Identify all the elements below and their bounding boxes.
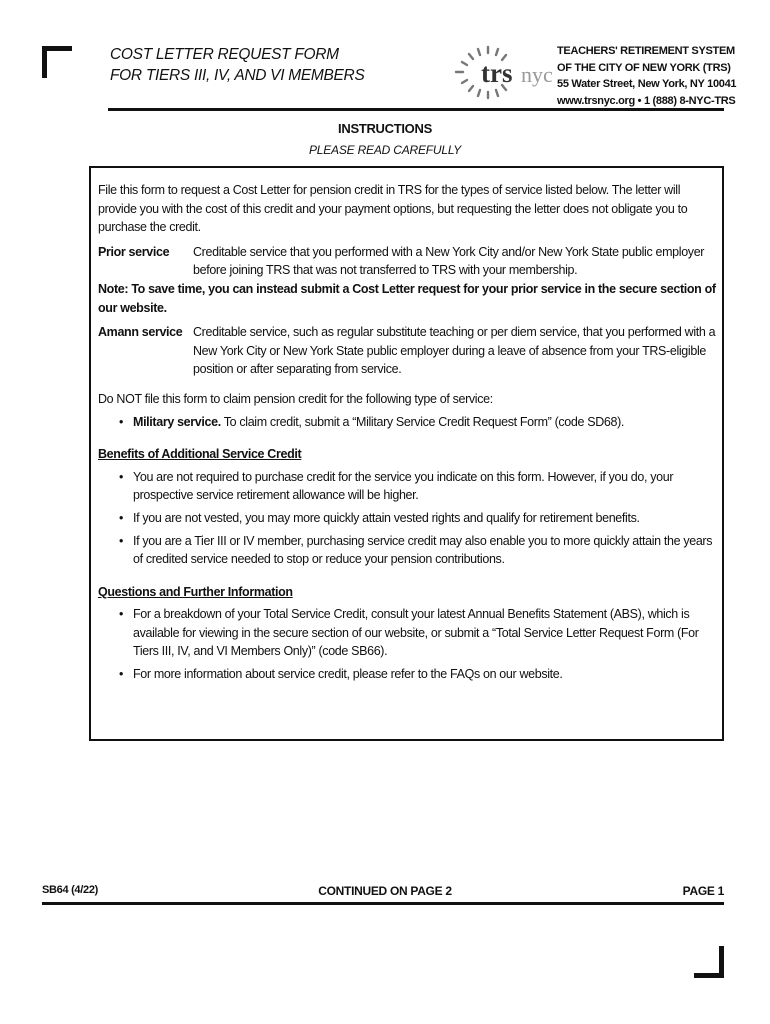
- benefit-text: You are not required to purchase credit for the service you indicate on this form. However, if you do, your prospective service retirement allowance will be higher.: [133, 469, 674, 503]
- logo-wordmark: trs: [481, 58, 513, 88]
- org-street-address: 55 Water Street, New York, NY 10041: [557, 78, 737, 90]
- org-name-line-2: OF THE CITY OF NEW YORK (TRS): [557, 61, 731, 74]
- military-service-text: To claim credit, submit a “Military Service Credit Request Form” (code SD68).: [220, 414, 625, 429]
- list-item: [98, 532, 718, 569]
- benefits-heading: Benefits of Additional Service Credit: [98, 447, 302, 462]
- trs-sun-logo: [448, 40, 556, 106]
- list-item: [98, 468, 718, 505]
- crop-mark-top-left: [42, 46, 72, 78]
- org-name-line-1: TEACHERS' RETIREMENT SYSTEM: [557, 45, 735, 57]
- bullet-icon: •: [119, 607, 124, 622]
- amann-service-definition: Creditable service, such as regular substitute teaching or per diem service, that you performed with a New York City or New York State public employer during a leave of absence from your TRS-eligible position or after separating from service.: [193, 325, 716, 377]
- header-divider: [108, 108, 724, 111]
- list-item: [98, 509, 718, 528]
- bullet-icon: •: [119, 667, 124, 682]
- instructions-content: [98, 181, 718, 684]
- form-title-line-2: FOR TIERS III, IV, AND VI MEMBERS: [110, 67, 365, 84]
- org-contact: www.trsnyc.org • 1 (888) 8-NYC-TRS: [557, 94, 736, 107]
- bullet-icon: •: [119, 533, 124, 548]
- form-code: SB64 (4/22): [42, 884, 99, 896]
- intro-paragraph: File this form to request a Cost Letter for pension credit in TRS for the types of service listed below. The letter will provide you with the cost of this credit and your payment options, but requesting the letter does not obligate you to purchase the credit.: [98, 183, 688, 235]
- do-not-file-paragraph: Do NOT file this form to claim pension credit for the following type of service:: [98, 391, 493, 406]
- benefits-list: [98, 468, 718, 569]
- prior-service-term: [98, 243, 718, 280]
- list-item: [98, 665, 718, 684]
- page-number: PAGE 1: [682, 884, 724, 898]
- amann-service-term: [98, 323, 718, 379]
- instructions-title: INSTRUCTIONS: [338, 121, 432, 136]
- benefit-text: If you are a Tier III or IV member, purchasing service credit may also enable you to more quickly attain the years of credited service needed to stop or reduce your pension contributions.: [133, 533, 713, 567]
- prior-service-label: Prior service: [98, 244, 170, 259]
- military-service-label: Military service.: [133, 414, 221, 429]
- question-text: For a breakdown of your Total Service Credit, consult your latest Annual Benefits Statement (ABS), which is available for viewing in the secure section of our website, or submit a “Total Service Letter Request Form (For Tiers III, IV, and VI Members Only)” (code SB66).: [133, 607, 699, 659]
- do-not-file-list: [98, 413, 718, 432]
- benefit-text: If you are not vested, you may more quickly attain vested rights and qualify for retirement benefits.: [133, 510, 640, 525]
- questions-heading: Questions and Further Information: [98, 584, 293, 599]
- footer-divider: [42, 902, 724, 905]
- prior-service-note: Note: To save time, you can instead submit a Cost Letter request for your prior service in the secure section of our website.: [98, 281, 716, 315]
- form-title-line-1: COST LETTER REQUEST FORM: [110, 46, 339, 63]
- bullet-icon: •: [119, 414, 124, 429]
- question-text: For more information about service credit, please refer to the FAQs on our website.: [133, 667, 563, 682]
- org-address-block: [557, 43, 736, 109]
- crop-mark-bottom-right: [694, 946, 724, 978]
- bullet-icon: •: [119, 510, 124, 525]
- form-title: [110, 44, 365, 86]
- prior-service-definition: Creditable service that you performed with a New York City and/or New York State public employer before joining TRS that was not transferred to TRS with your membership.: [193, 244, 705, 278]
- continued-notice: CONTINUED ON PAGE 2: [318, 884, 452, 898]
- questions-list: [98, 605, 718, 683]
- logo-wordmark-light: nyc: [521, 62, 553, 87]
- amann-service-label: Amann service: [98, 325, 183, 340]
- list-item: [98, 605, 718, 661]
- instructions-subtitle: PLEASE READ CAREFULLY: [308, 143, 462, 157]
- list-item: [98, 413, 718, 432]
- bullet-icon: •: [119, 469, 124, 484]
